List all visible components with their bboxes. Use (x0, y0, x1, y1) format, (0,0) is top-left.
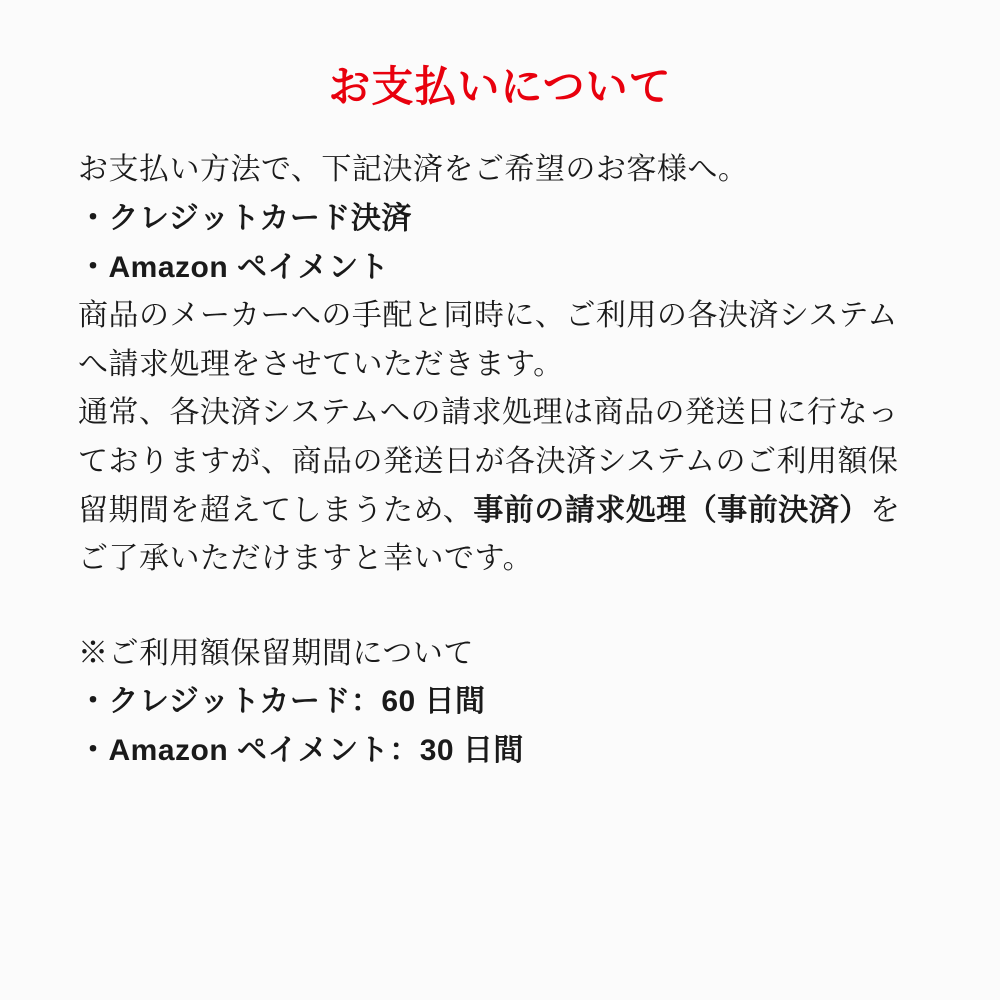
note-heading: ※ご利用額保留期間について (78, 636, 474, 670)
page-title: お支払いについて (328, 63, 672, 110)
section-spacer (78, 584, 922, 630)
note-item-amazon-payment: ・Amazon ペイメント：30 日間 (78, 733, 524, 767)
payment-method-credit-card: ・クレジットカード決済 (78, 201, 412, 235)
paragraph-prepayment-text-start: 通常、各決済システムへの請求処理は商品の発送日に行なっておりますが、商品の発送日が各決済システムのご利用額保留期間を超えてしまうため、 (78, 396, 899, 527)
payment-method-amazon-payment: ・Amazon ペイメント (78, 250, 390, 284)
paragraph-prepayment-request (78, 389, 922, 583)
paragraph-prepayment-emphasis: 事前の請求処理（事前決済） (473, 493, 870, 527)
note-item-credit-card: ・クレジットカード：60 日間 (78, 685, 486, 719)
hold-period-note (78, 630, 922, 776)
paragraph-prepayment-text-end: をご了承いただけますと幸いです。 (78, 493, 901, 576)
payment-info-section (78, 146, 922, 775)
paragraph-billing-timing: 商品のメーカーへの手配と同時に、ご利用の各決済システムへ請求処理をさせていただきます。 (78, 299, 898, 381)
intro-line: お支払い方法で、下記決済をご希望のお客様へ。 (78, 153, 749, 187)
